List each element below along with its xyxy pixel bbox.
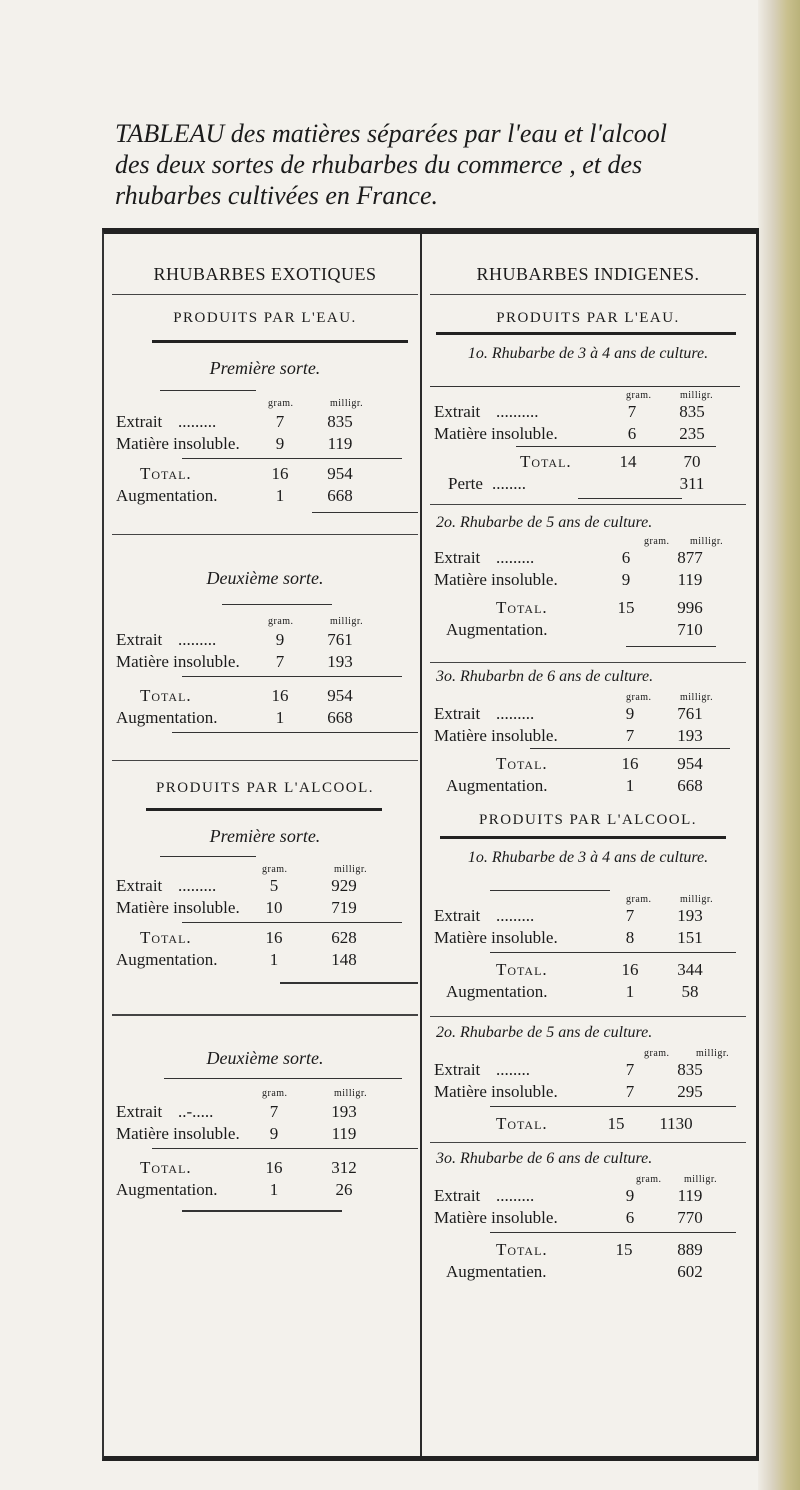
row-extrait: Extrait .......... 7 835 bbox=[434, 402, 705, 421]
row-extrait: Extrait ......... 6 877 bbox=[434, 548, 703, 567]
row-total: Total. 16 954 bbox=[140, 464, 353, 483]
row-insoluble: Matière insoluble. 7 295 bbox=[434, 1082, 703, 1101]
row-extrait: Extrait ......... 7 835 bbox=[116, 412, 353, 431]
units-gram: gram. bbox=[268, 398, 294, 409]
row-augmentation: Augmentation. 1 668 bbox=[116, 708, 353, 727]
row-extrait: Extrait ......... 9 119 bbox=[434, 1186, 703, 1205]
right-column-header: RHUBARBES INDIGENES. bbox=[476, 264, 700, 284]
sorte-title: Première sorte. bbox=[209, 826, 321, 846]
row-insoluble: Matière insoluble. 6 235 bbox=[434, 424, 705, 443]
left-column: RHUBARBES EXOTIQUES PRODUITS PAR L'EAU. Première sorte. gram. milligr. Extrait ......... 7 835 Matière insoluble. 9 119 Total. 16 954 Augmentation. 1 668 Deuxième sorte. gram. milligr. Extrait ......... 9 761 Matière insoluble. 7 193 Total. 16 954 Augmentation. 1 668 PRODUITS PAR L'ALCOOL. Première sorte. gram. milligr. Extrait ......... 5 929 Matière insoluble. 10 719 Total. 16 628 Augmentation. 1 148 Deuxième sorte. gram. milligr. Extrait ..-..... 7 193 Matière insoluble. 9 119 Total. 16 312 Augmentation. 1 26 bbox=[112, 234, 418, 1456]
row-augmentation: Augmentation. 1 58 bbox=[446, 982, 699, 1001]
sorte-title: 2o. Rhubarbe de 5 ans de culture. bbox=[436, 1024, 653, 1041]
page-title bbox=[115, 118, 765, 211]
column-divider bbox=[420, 234, 422, 1456]
row-insoluble: Matière insoluble. 7 193 bbox=[116, 652, 353, 671]
row-extrait: Extrait ........ 7 835 bbox=[434, 1060, 703, 1079]
row-insoluble: Matière insoluble. 9 119 bbox=[116, 1124, 357, 1143]
row-total: Total. 16 628 bbox=[140, 928, 357, 947]
row-augmentation: Augmentation. 1 26 bbox=[116, 1180, 353, 1199]
row-total: Total. 15 996 bbox=[496, 598, 703, 617]
sorte-title: 1o. Rhubarbe de 3 à 4 ans de culture. bbox=[467, 345, 709, 362]
row-augmentation: Augmentatien. 602 bbox=[446, 1262, 703, 1281]
row-augmentation: Augmentation. 710 bbox=[446, 620, 703, 639]
row-total: Total. 15 889 bbox=[496, 1240, 703, 1259]
row-extrait: Extrait ..-..... 7 193 bbox=[116, 1102, 357, 1121]
row-augmentation: Augmentation. 1 668 bbox=[446, 776, 703, 795]
row-total: Total. 16 312 bbox=[140, 1158, 357, 1177]
sorte-title: 3o. Rhubarbe de 6 ans de culture. bbox=[436, 1150, 653, 1167]
row-total: Total. 16 344 bbox=[496, 960, 703, 979]
row-perte: Perte ........ 311 bbox=[448, 474, 705, 493]
row-extrait: Extrait ......... 5 929 bbox=[116, 876, 357, 895]
right-column: RHUBARBES INDIGENES. PRODUITS PAR L'EAU. 1o. Rhubarbe de 3 à 4 ans de culture. gram. milligr. Extrait .......... 7 835 Matière insoluble. 6 235 Total. 14 70 Perte ........ 311 2o. Rhubarbe de 5 ans de culture. gram. milligr. Extrait ......... 6 877 Matière insoluble. 9 119 Total. 15 996 Augmentation. 710 3o. Rhubarbn de 6 ans de culture. gram. milligr. Extrait ......... 9 761 Matière insoluble. 7 193 Total. 16 954 Augmentation. 1 668 PRODUITS PAR L'ALCOOL. 1o. Rhubarbe de 3 à 4 ans de culture. gram. milligr. Extrait ......... 7 193 Matière insoluble. 8 151 Total. 16 344 Augmentation. 1 58 2o. Rhubarbe de 5 ans de culture. gram. milligr. Extrait ........ 7 835 Matière insoluble. 7 295 Total. 15 1130 3o. Rhubarbe de 6 ans de culture. gram. milligr. Extrait ......... 9 119 Matière insoluble. 6 770 Total. 15 889 Augmentatien. 602 bbox=[430, 234, 746, 1456]
row-total: Total. 16 954 bbox=[140, 686, 353, 705]
row-total: Total. 16 954 bbox=[496, 754, 703, 773]
title-line-2: des deux sortes de rhubarbes du commerce , et des bbox=[115, 150, 643, 179]
left-column-header: RHUBARBES EXOTIQUES bbox=[153, 264, 377, 284]
page-edge bbox=[758, 0, 800, 1490]
row-insoluble: Matière insoluble. 8 151 bbox=[434, 928, 703, 947]
title-line-3: rhubarbes cultivées en France. bbox=[115, 181, 438, 210]
left-water-title: PRODUITS PAR L'EAU. bbox=[173, 310, 357, 326]
sorte-title: Deuxième sorte. bbox=[206, 568, 324, 588]
row-insoluble: Matière insoluble. 9 119 bbox=[116, 434, 353, 453]
sorte-title: Première sorte. bbox=[209, 358, 321, 378]
row-augmentation: Augmentation. 1 148 bbox=[116, 950, 357, 969]
left-alcohol-title: PRODUITS PAR L'ALCOOL. bbox=[155, 780, 375, 796]
row-augmentation: Augmentation. 1 668 bbox=[116, 486, 353, 505]
units-milligr: milligr. bbox=[330, 398, 364, 409]
row-extrait: Extrait ......... 9 761 bbox=[116, 630, 353, 649]
row-extrait: Extrait ......... 9 761 bbox=[434, 704, 703, 723]
title-line-1: TABLEAU des matières séparées par l'eau et l'alcool bbox=[115, 119, 667, 148]
sorte-title: Deuxième sorte. bbox=[206, 1048, 324, 1068]
data-table bbox=[102, 228, 759, 1461]
right-alcohol-title: PRODUITS PAR L'ALCOOL. bbox=[478, 812, 698, 828]
row-extrait: Extrait ......... 7 193 bbox=[434, 906, 703, 925]
right-water-title: PRODUITS PAR L'EAU. bbox=[496, 310, 680, 326]
row-insoluble: Matière insoluble. 9 119 bbox=[434, 570, 703, 589]
row-total: Total. 15 1130 bbox=[496, 1114, 693, 1133]
row-insoluble: Matière insoluble. 6 770 bbox=[434, 1208, 703, 1227]
row-insoluble: Matière insoluble. 7 193 bbox=[434, 726, 703, 745]
row-total: Total. 14 70 bbox=[520, 452, 701, 471]
sorte-title: 2o. Rhubarbe de 5 ans de culture. bbox=[436, 514, 653, 531]
sorte-title: 3o. Rhubarbn de 6 ans de culture. bbox=[436, 668, 654, 685]
row-insoluble: Matière insoluble. 10 719 bbox=[116, 898, 357, 917]
sorte-title: 1o. Rhubarbe de 3 à 4 ans de culture. bbox=[467, 849, 709, 866]
